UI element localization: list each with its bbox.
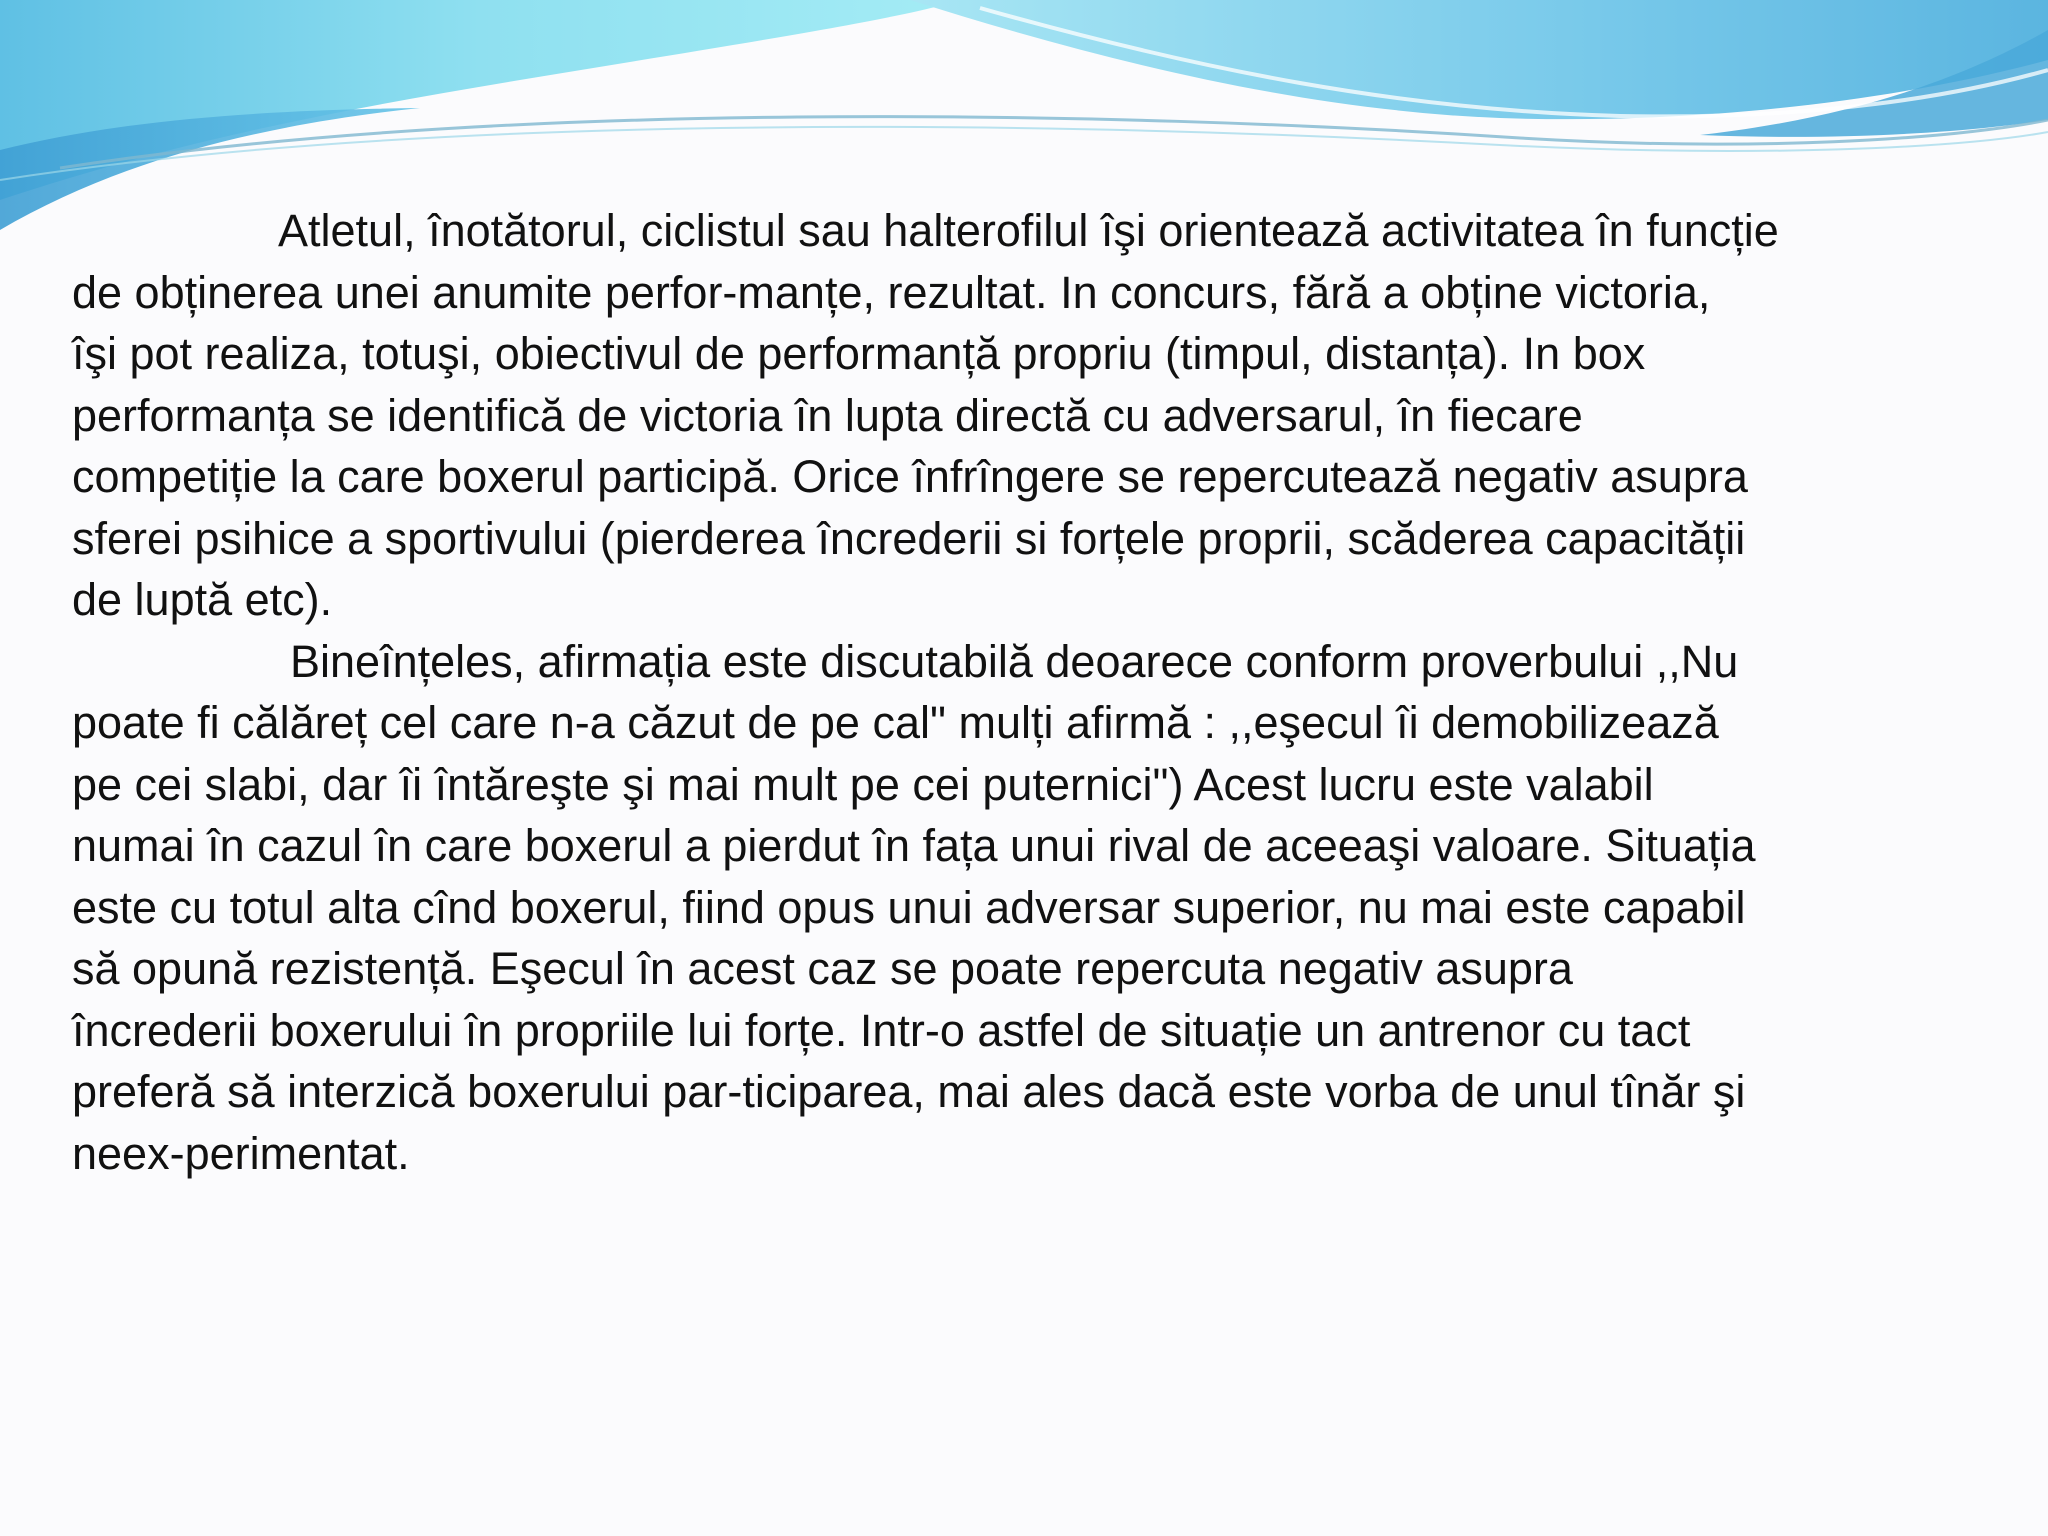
paragraph-line: este cu totul alta cînd boxerul, fiind opus unui adversar superior, nu mai este capabil [72, 881, 1746, 933]
paragraph-line: pe cei slabi, dar îi întăreşte şi mai mult pe cei puternici") Acest lucru este valabil [72, 758, 1654, 810]
body-text [72, 200, 1992, 1184]
paragraph-line: poate fi călăreț cel care n-a căzut de pe cal" mulți afirmă : ,,eşecul îi demobilizează [72, 697, 1719, 748]
paragraph-line: competiție la care boxerul participă. Orice înfrîngere se repercutează negativ asupra [72, 451, 1748, 502]
paragraph-line: neex-perimentat. [72, 1127, 410, 1179]
paragraph-line: de luptă etc). [72, 574, 333, 625]
paragraph-line: de obținerea unei anumite perfor-manțe, rezultat. In concurs, fără a obține victoria, [72, 266, 1711, 318]
paragraph-line: să opună rezistență. Eşecul în acest caz se poate repercuta negativ asupra [72, 943, 1573, 994]
paragraph-line: preferă să interzică boxerului par-ticiparea, mai ales dacă este vorba de unul tînăr şi [72, 1066, 1746, 1117]
paragraph-line: îşi pot realiza, totuşi, obiectivul de performanță propriu (timpul, distanța). In box [72, 328, 1646, 379]
paragraph-line: Bineînțeles, afirmația este discutabilă deoarece conform proverbului ,,Nu [290, 635, 1739, 687]
paragraph-line: performanța se identifică de victoria în lupta directă cu adversarul, în fiecare [72, 389, 1583, 441]
paragraph-line: numai în cazul în care boxerul a pierdut în fața unui rival de aceeaşi valoare. Situația [72, 820, 1756, 871]
paragraph-line: Atletul, înotătorul, ciclistul sau halterofilul îşi orientează activitatea în funcție [278, 205, 1779, 256]
wave-left-shape [0, 0, 960, 200]
paragraph-1 [72, 200, 1992, 631]
paragraph-line: sferei psihice a sportivului (pierderea încrederii si forțele proprii, scăderea capacității [72, 512, 1746, 564]
paragraph-line: încrederii boxerului în propriile lui forțe. Intr-o astfel de situație un antrenor cu tact [72, 1004, 1691, 1056]
paragraph-2 [72, 631, 1992, 1185]
